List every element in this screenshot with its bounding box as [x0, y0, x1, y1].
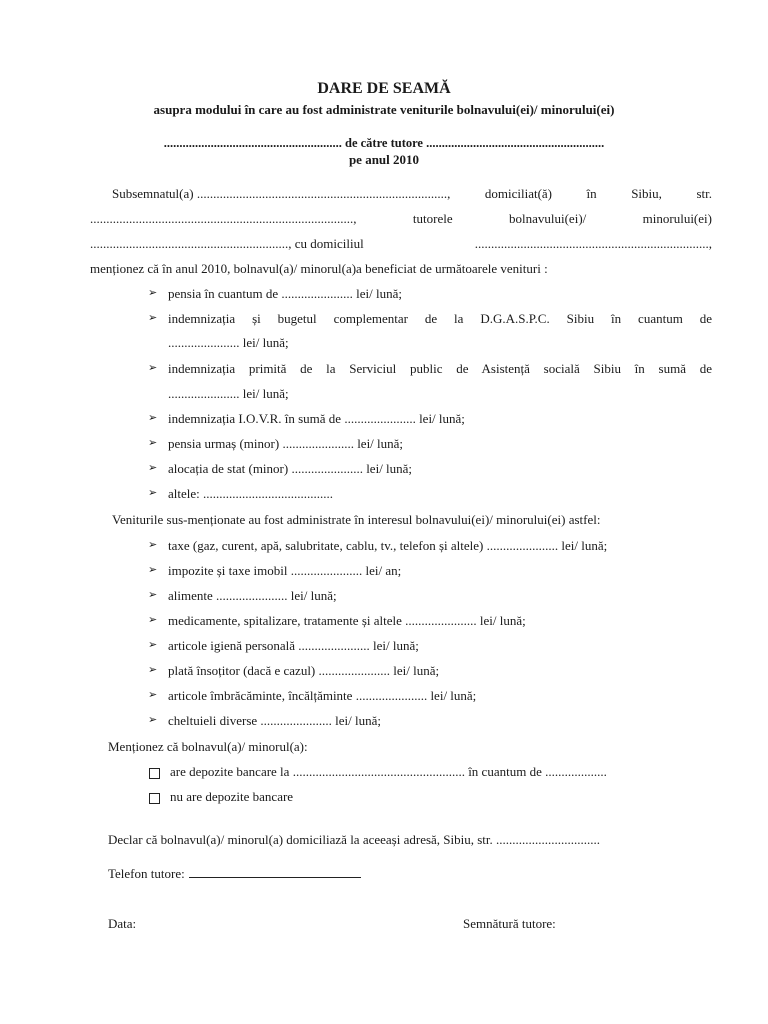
- intro-text: domiciliat(ă): [484, 186, 553, 201]
- document-title: DARE DE SEAMĂ: [317, 80, 451, 97]
- arrow-bullet-icon: ➢: [148, 462, 158, 474]
- document-subtitle: asupra modului în care au fost administrate veniturile bolnavului(ei)/ minorului(ei): [153, 102, 615, 117]
- intro-line-1: [112, 186, 712, 202]
- year-line: pe anul 2010: [348, 152, 420, 167]
- income-item: [148, 411, 465, 427]
- expense-item: [148, 713, 381, 729]
- arrow-bullet-icon: ➢: [148, 287, 158, 299]
- arrow-bullet-icon: ➢: [148, 539, 158, 551]
- intro-text: str.: [696, 186, 712, 201]
- expense-item: [148, 563, 401, 579]
- arrow-bullet-icon: ➢: [148, 564, 158, 576]
- arrow-bullet-icon: ➢: [148, 714, 158, 726]
- arrow-bullet-icon: ➢: [148, 362, 158, 374]
- income-item-text: altele: ........................................: [168, 486, 334, 501]
- income-item-continuation: ...................... lei/ lună;: [168, 335, 289, 350]
- expense-item: [148, 663, 439, 679]
- expense-item: [148, 688, 476, 704]
- tutor-line: ......................................................... de către tutore .........................................................: [163, 136, 605, 150]
- intro-text: Subsemnatul(a) .............................................................................,: [112, 186, 451, 201]
- arrow-bullet-icon: ➢: [148, 312, 158, 324]
- expense-item-text: taxe (gaz, curent, apă, salubritate, cablu, tv., telefon și altele) ...................... lei/ lună;: [168, 538, 608, 553]
- arrow-bullet-icon: ➢: [148, 689, 158, 701]
- arrow-bullet-icon: ➢: [148, 437, 158, 449]
- deposits-yes-checkbox[interactable]: [149, 768, 160, 779]
- arrow-bullet-icon: ➢: [148, 639, 158, 651]
- phone-row: [108, 865, 361, 882]
- expense-item: [148, 588, 337, 604]
- arrow-bullet-icon: ➢: [148, 412, 158, 424]
- intro-text: în: [586, 186, 597, 201]
- intro-text: minorului(ei): [642, 211, 712, 226]
- expense-item-text: cheltuieli diverse ...................... lei/ lună;: [168, 713, 382, 728]
- intro-text: .................................................................................,: [90, 211, 357, 226]
- income-item-continuation: ...................... lei/ lună;: [168, 386, 289, 401]
- arrow-bullet-icon: ➢: [148, 664, 158, 676]
- arrow-bullet-icon: ➢: [148, 487, 158, 499]
- intro-text: ............................................................., cu domiciliul: [90, 236, 364, 251]
- expense-item-text: alimente ...................... lei/ lună;: [168, 588, 337, 603]
- income-item: [148, 361, 712, 377]
- income-item-text: indemnizația I.O.V.R. în sumă de ...................... lei/ lună;: [168, 411, 465, 426]
- income-item: [148, 436, 403, 452]
- expense-item: [148, 638, 419, 654]
- income-item: [148, 486, 333, 502]
- income-item: [148, 286, 402, 302]
- address-declaration: Declar că bolnavul(a)/ minorul(a) domiciliază la aceeași adresă, Sibiu, str. ................................: [108, 832, 601, 847]
- intro-text: ........................................................................,: [474, 236, 712, 251]
- intro-line-4: menționez că în anul 2010, bolnavul(a)/ minorul(a)a beneficiat de următoarele venituri :: [90, 261, 548, 276]
- intro-line-2: [90, 211, 712, 227]
- expense-item: [148, 613, 526, 629]
- income-item-text: indemnizația primită de la Serviciul public de Asistență socială Sibiu în sumă de: [168, 361, 712, 376]
- income-item-text: pensia urmaș (minor) ...................... lei/ lună;: [168, 436, 404, 451]
- deposits-yes-label: are depozite bancare la ..................................................... în cuantum de ...................: [170, 764, 607, 779]
- date-label: Data:: [108, 916, 137, 931]
- arrow-bullet-icon: ➢: [148, 589, 158, 601]
- phone-field[interactable]: [189, 865, 361, 878]
- intro-text: bolnavului(ei)/: [509, 211, 587, 226]
- expense-item-text: medicamente, spitalizare, tratamente și altele ...................... lei/ lună;: [168, 613, 526, 628]
- expense-item: [148, 538, 607, 554]
- income-item: [148, 311, 712, 327]
- expense-item-text: articole igienă personală ...................... lei/ lună;: [168, 638, 419, 653]
- income-item-text: pensia în cuantum de ...................... lei/ lună;: [168, 286, 402, 301]
- intro-text: Sibiu,: [631, 186, 662, 201]
- expenses-intro: Veniturile sus-menționate au fost administrate în interesul bolnavului(ei)/ minorului(ei) astfel:: [112, 512, 601, 527]
- deposits-no-checkbox[interactable]: [149, 793, 160, 804]
- income-item-text: alocația de stat (minor) ...................... lei/ lună;: [168, 461, 413, 476]
- phone-label: Telefon tutore:: [108, 866, 185, 881]
- expense-item-text: articole îmbrăcăminte, încălțăminte ...................... lei/ lună;: [168, 688, 477, 703]
- expense-item-text: plată însoțitor (dacă e cazul) ...................... lei/ lună;: [168, 663, 440, 678]
- arrow-bullet-icon: ➢: [148, 614, 158, 626]
- deposits-no-label: nu are depozite bancare: [170, 789, 294, 804]
- intro-line-3: [90, 236, 712, 252]
- income-item-text: indemnizația și bugetul complementar de la D.G.A.S.P.C. Sibiu în cuantum de: [168, 311, 712, 326]
- signature-label: Semnătură tutore:: [463, 916, 556, 931]
- income-item: [148, 461, 412, 477]
- intro-text: tutorele: [412, 211, 453, 226]
- expense-item-text: impozite și taxe imobil ...................... lei/ an;: [168, 563, 402, 578]
- deposits-intro: Menționez că bolnavul(a)/ minorul(a):: [108, 739, 308, 754]
